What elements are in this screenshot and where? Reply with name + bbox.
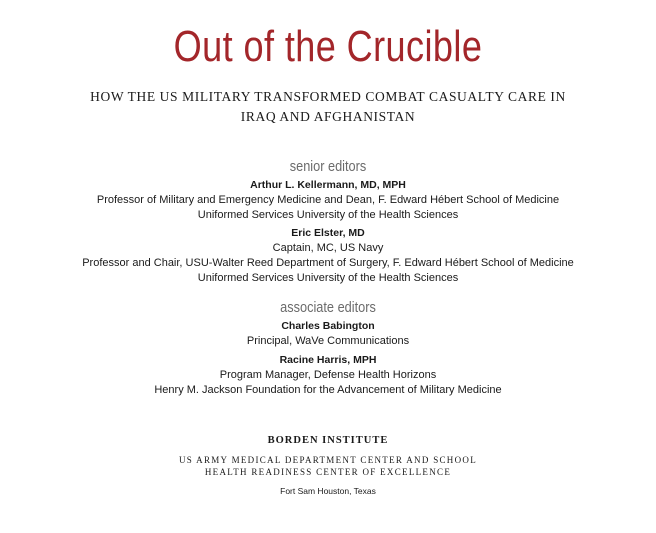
publisher-location: Fort Sam Houston, Texas bbox=[280, 486, 376, 496]
editor-babington bbox=[0, 319, 656, 349]
subtitle-line-2: IRAQ AND AFGHANISTAN bbox=[240, 109, 416, 124]
subtitle-line-1: HOW THE US MILITARY TRANSFORMED COMBAT CASUALTY CARE IN bbox=[90, 89, 566, 104]
department-line-1: US ARMY MEDICAL DEPARTMENT CENTER AND SCHOOL bbox=[178, 455, 477, 465]
senior-editors-heading: senior editors bbox=[289, 158, 367, 175]
editor-name: Charles Babington bbox=[281, 320, 375, 332]
editor-name: Arthur L. Kellermann, MD, MPH bbox=[250, 179, 406, 191]
department-line-2: HEALTH READINESS CENTER OF EXCELLENCE bbox=[204, 467, 452, 477]
editor-kellermann bbox=[0, 178, 656, 223]
editor-name: Eric Elster, MD bbox=[291, 227, 365, 239]
editor-elster bbox=[0, 226, 656, 286]
editor-affiliation: Program Manager, Defense Health Horizons bbox=[219, 369, 437, 381]
editor-name: Racine Harris, MPH bbox=[279, 354, 377, 366]
editor-affiliation: Professor and Chair, USU-Walter Reed Department of Surgery, F. Edward Hébert School of Medicine bbox=[82, 257, 574, 269]
book-title: Out of the Crucible bbox=[173, 22, 483, 71]
editor-affiliation: Uniformed Services University of the Health Sciences bbox=[197, 209, 459, 221]
editor-affiliation: Principal, WaVe Communications bbox=[246, 335, 410, 347]
associate-editors-heading: associate editors bbox=[280, 299, 376, 316]
publisher-department bbox=[0, 454, 656, 478]
book-subtitle bbox=[60, 87, 596, 127]
editor-affiliation: Uniformed Services University of the Health Sciences bbox=[197, 272, 459, 284]
editor-affiliation: Captain, MC, US Navy bbox=[272, 242, 384, 254]
editor-affiliation: Professor of Military and Emergency Medicine and Dean, F. Edward Hébert School of Medicine bbox=[96, 194, 560, 206]
editor-harris bbox=[0, 353, 656, 398]
editor-affiliation: Henry M. Jackson Foundation for the Advancement of Military Medicine bbox=[154, 384, 502, 396]
publisher-name: BORDEN INSTITUTE bbox=[267, 435, 389, 446]
